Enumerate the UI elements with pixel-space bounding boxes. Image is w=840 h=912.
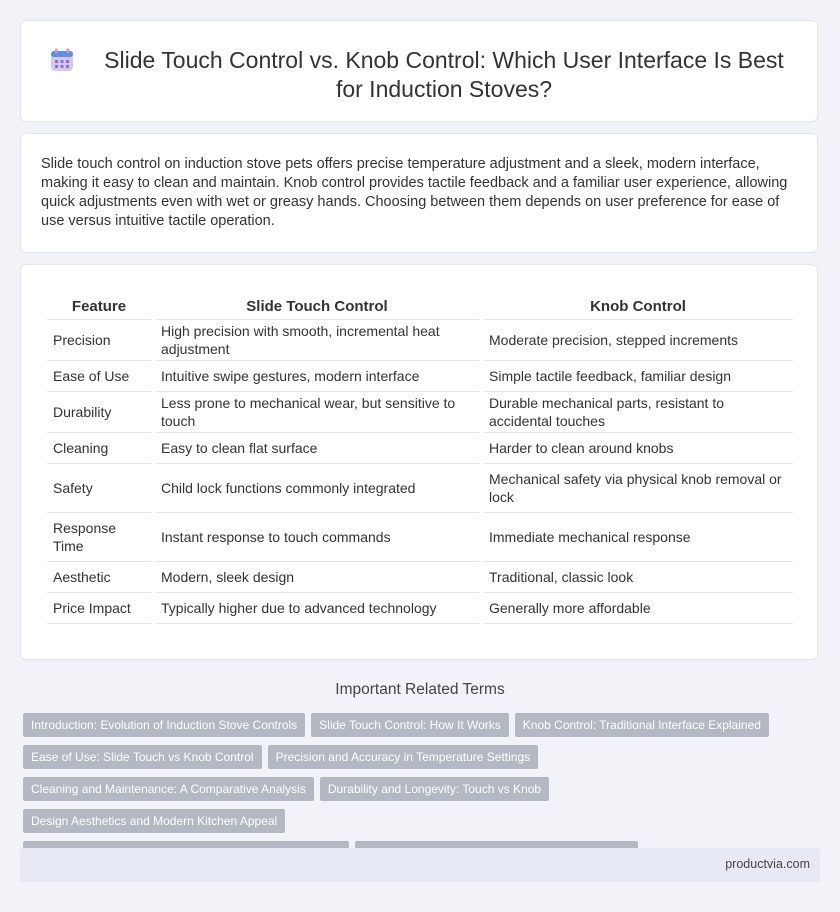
row-knob: Harder to clean around knobs (483, 433, 793, 464)
table-row (47, 320, 793, 361)
related-terms-heading: Important Related Terms (335, 681, 505, 698)
related-term-tag[interactable]: Introduction: Evolution of Induction Stove Controls (23, 713, 305, 737)
row-slide-touch: Easy to clean flat surface (155, 433, 479, 464)
comparison-table (43, 293, 797, 624)
table-row (47, 593, 793, 624)
related-term-tag[interactable]: Design Aesthetics and Modern Kitchen Appeal (23, 809, 285, 833)
row-knob: Traditional, classic look (483, 562, 793, 593)
table-row (47, 464, 793, 513)
related-term-tag[interactable]: Precision and Accuracy in Temperature Settings (268, 745, 539, 769)
table-row (47, 361, 793, 392)
table-row (47, 433, 793, 464)
row-slide-touch: Typically higher due to advanced technology (155, 593, 479, 624)
related-term-tag[interactable]: Knob Control: Traditional Interface Explained (515, 713, 769, 737)
related-term-tag[interactable]: Ease of Use: Slide Touch vs Knob Control (23, 745, 262, 769)
row-knob: Mechanical safety via physical knob removal or lock (483, 464, 793, 513)
page-title: Slide Touch Control vs. Knob Control: Which User Interface Is Best for Induction Stoves? (104, 47, 784, 102)
footer-bar (20, 848, 820, 882)
row-slide-touch: High precision with smooth, incremental heat adjustment (155, 320, 479, 361)
row-feature: Ease of Use (47, 361, 151, 392)
row-knob: Simple tactile feedback, familiar design (483, 361, 793, 392)
row-feature: Durability (47, 392, 151, 433)
row-feature: Precision (47, 320, 151, 361)
related-term-tag[interactable]: Durability and Longevity: Touch vs Knob (320, 777, 549, 801)
header-slide-touch: Slide Touch Control (155, 293, 479, 320)
table-header-row (47, 293, 793, 320)
row-slide-touch: Intuitive swipe gestures, modern interface (155, 361, 479, 392)
row-knob: Durable mechanical parts, resistant to accidental touches (483, 392, 793, 433)
header-feature: Feature (47, 293, 151, 320)
row-slide-touch: Modern, sleek design (155, 562, 479, 593)
row-slide-touch: Child lock functions commonly integrated (155, 464, 479, 513)
row-knob: Moderate precision, stepped increments (483, 320, 793, 361)
intro-card (20, 133, 818, 253)
footer-site[interactable]: productvia.com (725, 857, 810, 871)
row-knob: Immediate mechanical response (483, 513, 793, 562)
row-slide-touch: Instant response to touch commands (155, 513, 479, 562)
row-feature: Cleaning (47, 433, 151, 464)
calendar-icon (49, 47, 75, 73)
intro-paragraph: Slide touch control on induction stove pets offers precise temperature adjustment and a sleek, modern interface, making it easy to clean and maintain. Knob control provides tactile feedback and a familiar user experience, allowing quick adjustments even with wet or greasy hands. Choosing between them depends on user preference for ease of use versus intuitive tactile operation. (41, 156, 788, 229)
table-row (47, 392, 793, 433)
related-term-tag[interactable]: Slide Touch Control: How It Works (311, 713, 509, 737)
row-feature: Safety (47, 464, 151, 513)
comparison-card (20, 264, 818, 660)
row-knob: Generally more affordable (483, 593, 793, 624)
related-term-tag[interactable]: Cleaning and Maintenance: A Comparative Analysis (23, 777, 314, 801)
table-row (47, 513, 793, 562)
row-feature: Aesthetic (47, 562, 151, 593)
title-card (20, 20, 818, 122)
table-row (47, 562, 793, 593)
header-knob: Knob Control (483, 293, 793, 320)
row-feature: Response Time (47, 513, 151, 562)
row-feature: Price Impact (47, 593, 151, 624)
row-slide-touch: Less prone to mechanical wear, but sensitive to touch (155, 392, 479, 433)
